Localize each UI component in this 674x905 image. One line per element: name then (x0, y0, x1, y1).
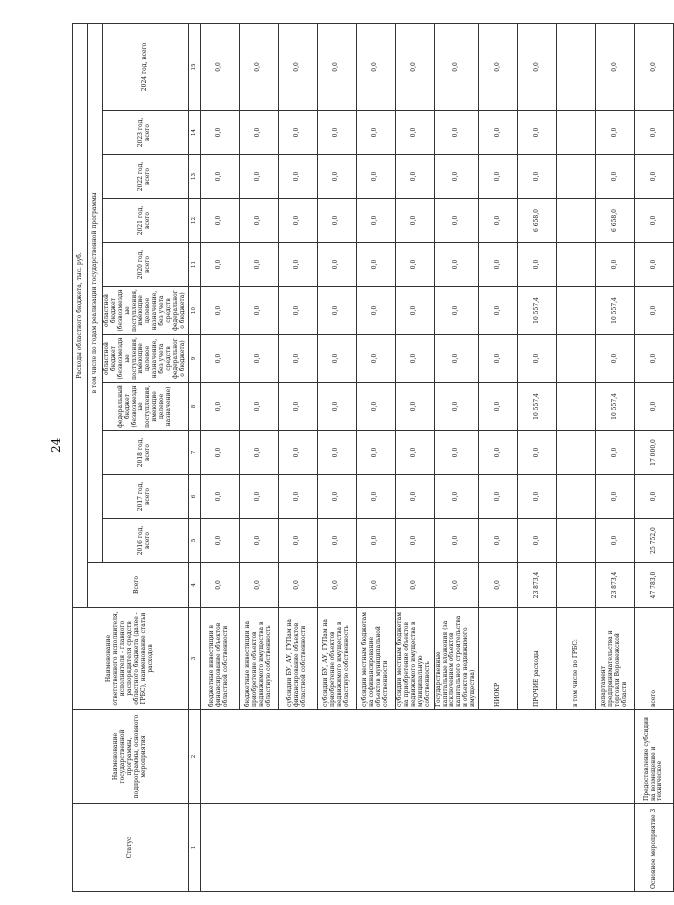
column-number: 13 (188, 155, 200, 199)
column-numbers-row (188, 23, 200, 891)
value-cell: 0,0 (395, 199, 434, 243)
value-cell: 0,0 (200, 287, 239, 335)
value-cell: 23 873,4 (518, 563, 557, 608)
column-number: 11 (188, 243, 200, 287)
value-cell: 0,0 (317, 335, 356, 383)
header-2018: 2018 год, всего (103, 431, 189, 475)
value-cell: 0,0 (239, 111, 278, 155)
value-cell: 0,0 (239, 563, 278, 608)
value-cell: 0,0 (596, 335, 635, 383)
value-cell: 0,0 (317, 475, 356, 519)
value-cell: 0,0 (239, 335, 278, 383)
value-cell: 0,0 (479, 475, 518, 519)
value-cell: 0,0 (434, 243, 478, 287)
expense-item-label: департамент предпринимательства и торговли Воронежской области (596, 608, 635, 710)
column-number: 9 (188, 335, 200, 383)
value-cell: 0,0 (278, 519, 317, 563)
value-cell: 0,0 (200, 519, 239, 563)
value-cell: 0,0 (479, 23, 518, 110)
value-cell: 0,0 (518, 155, 557, 199)
value-cell: 10 557,4 (596, 287, 635, 335)
value-cell: 0,0 (596, 519, 635, 563)
header-2022: 2022 год, всего (103, 155, 189, 199)
column-number: 12 (188, 199, 200, 243)
value-cell: 0,0 (356, 563, 395, 608)
value-cell: 0,0 (239, 155, 278, 199)
value-cell: 0,0 (479, 243, 518, 287)
value-cell: 0,0 (479, 563, 518, 608)
expense-item-label: субсидии местным бюджетам на приобретение объектов недвижимого имущества в муниципальную собственность (395, 608, 434, 710)
expense-item-label: в том числе по ГРБС: (557, 608, 596, 710)
value-cell: 0,0 (395, 243, 434, 287)
header-incl-years: в том числе по годам реализации государственной программы (88, 23, 103, 562)
expense-item-label: субсидии БУ, АУ, ГУПам на приобретение объектов недвижимого имущества в областную собственность (317, 608, 356, 710)
value-cell: 0,0 (200, 431, 239, 475)
header-2017: 2017 год, всего (103, 475, 189, 519)
value-cell: 0,0 (278, 111, 317, 155)
column-number: 8 (188, 383, 200, 431)
header-2020: 2020 год, всего (103, 243, 189, 287)
value-cell: 0,0 (200, 243, 239, 287)
value-cell: 0,0 (395, 431, 434, 475)
program-cell: Предоставление субсидии на возмещение и техническое (635, 710, 674, 804)
value-cell: 0,0 (200, 335, 239, 383)
expense-item-label: ПРОЧИЕ расходы (518, 608, 557, 710)
value-cell: 0,0 (356, 155, 395, 199)
expenses-table (72, 23, 674, 892)
value-cell: 0,0 (317, 23, 356, 110)
value-cell: 0,0 (356, 475, 395, 519)
value-cell: 0,0 (278, 287, 317, 335)
value-cell: 0,0 (479, 383, 518, 431)
value-cell: 0,0 (479, 431, 518, 475)
header-program-name: Наименование государственной программы, подпрограммы, основного мероприятия (73, 710, 189, 804)
value-cell: 0,0 (239, 199, 278, 243)
value-cell (557, 111, 596, 155)
expense-item-label: всего (635, 608, 674, 710)
header-2019-reg: областной бюджет (безвозмездные поступления, имеющие целевое назначение, без учета средств федерального бюджета) (103, 335, 189, 383)
value-cell: 0,0 (395, 287, 434, 335)
value-cell: 0,0 (596, 431, 635, 475)
value-cell (557, 519, 596, 563)
value-cell: 0,0 (278, 431, 317, 475)
value-cell (557, 155, 596, 199)
value-cell: 0,0 (596, 23, 635, 110)
value-cell: 0,0 (278, 475, 317, 519)
column-number: 2 (188, 710, 200, 804)
value-cell: 0,0 (434, 23, 478, 110)
value-cell: 0,0 (434, 287, 478, 335)
value-cell: 0,0 (395, 519, 434, 563)
value-cell: 0,0 (278, 23, 317, 110)
value-cell: 0,0 (434, 563, 478, 608)
header-total: Всего (88, 563, 189, 608)
page-number: 24 (49, 437, 63, 453)
value-cell: 0,0 (317, 431, 356, 475)
value-cell: 0,0 (356, 519, 395, 563)
value-cell: 0,0 (395, 23, 434, 110)
value-cell: 0,0 (635, 335, 674, 383)
value-cell: 25 752,0 (635, 519, 674, 563)
column-number: 3 (188, 608, 200, 710)
value-cell: 0,0 (596, 243, 635, 287)
expense-item-label: бюджетные инвестиции в финансирование объектов областной собственности (200, 608, 239, 710)
header-executor: Наименование ответственного исполнителя, исполнителя - главного распорядителя средств областного бюджета (далее - ГРБС), наименование статьи расходов (73, 608, 189, 710)
value-cell: 0,0 (518, 111, 557, 155)
expense-item-label: НИОКР (479, 608, 518, 710)
expense-item-label: Государственные капитальные вложения (за исключением объектов капитального строительства и объектов недвижимого имущества) (434, 608, 478, 710)
value-cell: 6 658,0 (518, 199, 557, 243)
value-cell: 0,0 (518, 243, 557, 287)
column-number: 14 (188, 111, 200, 155)
table-row (200, 23, 239, 891)
value-cell: 0,0 (518, 475, 557, 519)
status-cell (200, 804, 634, 892)
expense-item-label: субсидии БУ, АУ, ГУПам на финансирование объектов областной собственности (278, 608, 317, 710)
value-cell: 0,0 (635, 243, 674, 287)
value-cell: 0,0 (434, 383, 478, 431)
header-2023: 2023 год, всего (103, 111, 189, 155)
value-cell: 0,0 (200, 383, 239, 431)
value-cell: 0,0 (239, 243, 278, 287)
value-cell: 0,0 (278, 383, 317, 431)
column-number: 6 (188, 475, 200, 519)
value-cell: 0,0 (239, 23, 278, 110)
value-cell (557, 383, 596, 431)
value-cell: 0,0 (278, 199, 317, 243)
value-cell: 0,0 (317, 111, 356, 155)
value-cell: 0,0 (395, 335, 434, 383)
value-cell: 23 873,4 (596, 563, 635, 608)
column-number: 4 (188, 563, 200, 608)
value-cell: 0,0 (356, 287, 395, 335)
value-cell: 0,0 (395, 563, 434, 608)
value-cell: 0,0 (239, 287, 278, 335)
status-cell: Основное мероприятие 3 (635, 804, 674, 892)
column-number: 5 (188, 519, 200, 563)
value-cell: 0,0 (479, 335, 518, 383)
value-cell: 0,0 (395, 111, 434, 155)
value-cell: 0,0 (596, 111, 635, 155)
value-cell: 0,0 (434, 111, 478, 155)
value-cell: 0,0 (317, 199, 356, 243)
value-cell: 0,0 (356, 431, 395, 475)
header-2019-fed: федеральный бюджет (безвозмездные поступления, имеющие целевое назначение) (103, 383, 189, 431)
value-cell: 0,0 (518, 519, 557, 563)
value-cell: 0,0 (356, 111, 395, 155)
value-cell: 0,0 (317, 155, 356, 199)
value-cell: 0,0 (635, 155, 674, 199)
value-cell: 0,0 (434, 431, 478, 475)
header-expenses-title: Расходы областного бюджета, тыс. руб. (73, 23, 88, 607)
value-cell: 0,0 (356, 199, 395, 243)
value-cell: 0,0 (200, 563, 239, 608)
value-cell: 0,0 (356, 243, 395, 287)
header-2016: 2016 год, всего (103, 519, 189, 563)
value-cell: 10 557,4 (596, 383, 635, 431)
value-cell: 0,0 (434, 199, 478, 243)
value-cell: 6 658,0 (596, 199, 635, 243)
value-cell: 0,0 (200, 475, 239, 519)
value-cell: 0,0 (356, 23, 395, 110)
value-cell: 0,0 (239, 475, 278, 519)
value-cell: 0,0 (356, 383, 395, 431)
value-cell: 0,0 (434, 155, 478, 199)
expense-item-label: бюджетные инвестиции на приобретение объектов недвижимого имущества в областную собственность (239, 608, 278, 710)
value-cell: 0,0 (395, 383, 434, 431)
value-cell (557, 335, 596, 383)
value-cell: 0,0 (518, 23, 557, 110)
value-cell: 10 557,4 (518, 383, 557, 431)
value-cell: 0,0 (239, 519, 278, 563)
value-cell: 47 783,0 (635, 563, 674, 608)
value-cell: 0,0 (395, 155, 434, 199)
column-number: 1 (188, 804, 200, 892)
value-cell: 0,0 (239, 431, 278, 475)
value-cell: 0,0 (635, 475, 674, 519)
value-cell: 0,0 (200, 111, 239, 155)
value-cell (557, 243, 596, 287)
column-number: 10 (188, 287, 200, 335)
value-cell: 0,0 (200, 199, 239, 243)
value-cell: 0,0 (317, 563, 356, 608)
value-cell: 0,0 (278, 335, 317, 383)
value-cell: 0,0 (317, 383, 356, 431)
value-cell: 0,0 (317, 287, 356, 335)
value-cell: 0,0 (200, 155, 239, 199)
value-cell: 0,0 (278, 563, 317, 608)
value-cell (557, 431, 596, 475)
value-cell: 10 557,4 (518, 287, 557, 335)
value-cell: 0,0 (395, 475, 434, 519)
header-status: Статус (73, 804, 189, 892)
value-cell: 17 000,0 (635, 431, 674, 475)
value-cell: 0,0 (317, 519, 356, 563)
value-cell: 0,0 (518, 335, 557, 383)
header-2021: 2021 год, всего (103, 199, 189, 243)
header-2024: 2024 год, всего (103, 23, 189, 110)
column-number: 7 (188, 431, 200, 475)
header-2019-own: областной бюджет (безвозмездные поступления, имеющие целевое назначение, без учета средств федерального бюджета) (103, 287, 189, 335)
value-cell: 0,0 (239, 383, 278, 431)
document-page (72, 24, 664, 892)
value-cell: 0,0 (434, 519, 478, 563)
value-cell: 0,0 (635, 383, 674, 431)
value-cell: 0,0 (635, 199, 674, 243)
value-cell: 0,0 (596, 475, 635, 519)
value-cell: 0,0 (434, 335, 478, 383)
value-cell: 0,0 (317, 243, 356, 287)
value-cell: 0,0 (635, 111, 674, 155)
value-cell (557, 199, 596, 243)
value-cell: 0,0 (479, 519, 518, 563)
value-cell (557, 23, 596, 110)
value-cell: 0,0 (479, 155, 518, 199)
value-cell: 0,0 (479, 199, 518, 243)
value-cell: 0,0 (434, 475, 478, 519)
value-cell (557, 287, 596, 335)
value-cell: 0,0 (479, 287, 518, 335)
value-cell: 0,0 (518, 431, 557, 475)
value-cell: 0,0 (479, 111, 518, 155)
program-cell (200, 710, 634, 804)
value-cell: 0,0 (278, 155, 317, 199)
value-cell (557, 563, 596, 608)
column-number: 15 (188, 23, 200, 110)
value-cell: 0,0 (278, 243, 317, 287)
value-cell: 0,0 (635, 23, 674, 110)
value-cell (557, 475, 596, 519)
value-cell: 0,0 (356, 335, 395, 383)
value-cell: 0,0 (635, 287, 674, 335)
expense-item-label: субсидии местным бюджетам на софинансирование объектов муниципальной собственности (356, 608, 395, 710)
table-row-last (635, 23, 674, 891)
value-cell: 0,0 (200, 23, 239, 110)
value-cell: 0,0 (596, 155, 635, 199)
